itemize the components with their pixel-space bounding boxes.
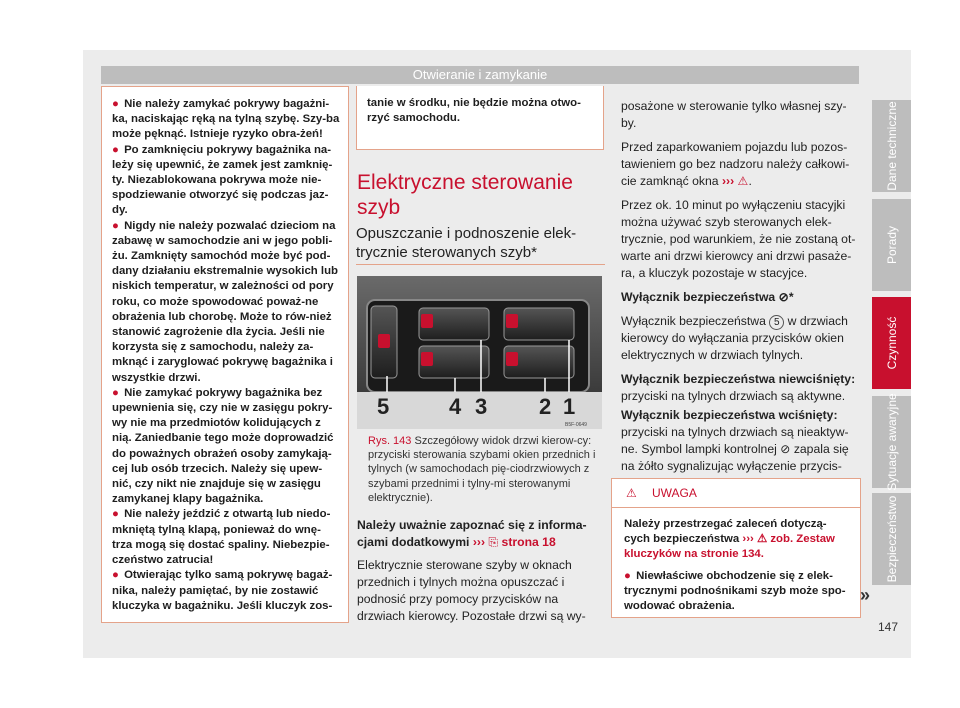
note-paragraph: Należy uważnie zapoznać się z informa-cjami dodatkowymi ››› ⎘ strona 18 [357, 518, 587, 549]
figure-ref: Rys. 143 [368, 435, 412, 447]
caution-paragraph: Należy przestrzegać zaleceń dotyczą-cych bezpieczeństwa ››› ⚠ zob. Zestaw kluczyków na stronie 134. [624, 518, 835, 561]
col3-body [621, 98, 861, 499]
body-paragraph: Wyłącznik bezpieczeństwa niewciśnięty: przyciski na tylnych drzwiach są aktywne. [621, 372, 856, 403]
warning-box-col1 [101, 86, 349, 623]
callout-number: 5 [769, 315, 784, 330]
warning-continued-text: tanie w środku, nie będzie można otwo-rzyć samochodu. [367, 97, 581, 125]
caution-title: UWAGA [652, 486, 697, 500]
subsection-divider [356, 264, 605, 265]
body-paragraph: Przez ok. 10 minut po wyłączeniu stacyjki można używać szyb sterowanych elek-trycznie, pod warunkiem, że nie zostaną ot-warte ani drzwi kierowcy ani drzwi pasaże-ra, a kluczyk pozostaje w stacyjce. [621, 198, 856, 280]
figure-caption [368, 434, 604, 505]
window-switch-panel-illustration [357, 276, 602, 429]
tab-dane-techniczne[interactable]: Dane techniczne [872, 100, 911, 192]
warning-box-continued [356, 86, 604, 150]
body-paragraph: Wyłącznik bezpieczeństwa wciśnięty: przyciski na tylnych drzwiach są nieaktyw-ne. Symbol lampki kontrolnej ⊘ zapala się na żółto sygnalizując wyłączenie przycis- [621, 408, 849, 473]
reference-link[interactable]: zob. Zestaw kluczyków na stronie 134. [624, 533, 835, 561]
figure-window-switches [357, 276, 602, 429]
warning-paragraph: ● Po zamknięciu pokrywy bagażnika na-leży się upewnić, że zamek jest zamknię-ty. Niezablokowana pokrywa może nie-spodziewanie otworzyć się podczas jaz-dy. [112, 143, 333, 217]
child-lock-icon: ⊘ [778, 290, 789, 304]
caption-text: Szczegółowy widok drzwi kierow-cy: przyciski sterowania szybami okien przednich i tylnych (w samochodach pię-ciodrzwiowych z szybami przednimi i tylny-mi sterowanymi elektrycznie). [368, 435, 596, 504]
body-paragraph: posażone w sterowanie tylko własnej szy-by. [621, 99, 847, 130]
warning-paragraph: ● Otwierając tylko samą pokrywę bagaż-nika, należy pamiętać, by nie zostawić kluczyka w bagażniku. Jeśli kluczyk zos- [112, 569, 333, 612]
continue-marker: » [860, 585, 871, 605]
page-header: Otwieranie i zamykanie [101, 66, 859, 84]
body-paragraph: Przed zaparkowaniem pojazdu lub pozos-tawieniem go bez nadzoru należy całkowi-cie zamknąć okna ››› ⚠. [621, 140, 850, 188]
caution-paragraph: ● Niewłaściwe obchodzenie się z elek-trycznymi podnośnikami szyb może spo-wodować obrażenia. [624, 569, 846, 613]
figure-label-3: 3 [475, 394, 488, 419]
warning-triangle-icon: ⚠ [626, 486, 637, 500]
indicator-lamp-icon: ⊘ [780, 442, 791, 456]
col2-body [357, 517, 605, 631]
warning-paragraph: ● Nigdy nie należy pozwalać dzieciom na zabawę w samochodzie ani w jego pobli-żu. Zamknięty samochód może być pod-dany działaniu ekstremalnie wysokich lub niskich temperatur, w zależności od pory roku, co może spowodować poważ-ne obrażenia lub chorobę. Może to rów-nież stanowić zagrożenie dla życia. Jeśli nie korzysta się z samochodu, należy za-mknąć i zaryglować pokrywę bagażnika i wszystkie drzwi. [112, 219, 338, 384]
caution-header [612, 479, 860, 508]
caution-box [611, 478, 861, 618]
section-title: Elektryczne sterowanie szyb [357, 171, 573, 219]
subsection-title: Opuszczanie i podnoszenie elek-trycznie sterowanych szyb* [356, 225, 577, 261]
warning-paragraph: ● Nie należy zamykać pokrywy bagażni-ka, naciskając ręką na tylną szybę. Szy-ba może pęknąć. Istnieje ryzyko obra-żeń! [112, 98, 340, 141]
tab-czynnosc[interactable]: Czynność [872, 297, 911, 389]
figure-label-2: 2 [539, 394, 552, 419]
page-link-icon: ⎘ [488, 535, 499, 549]
body-paragraph: Wyłącznik bezpieczeństwa 5 w drzwiach kierowcy do wyłączania przycisków okien elektrycznych w drzwiach tylnych. [621, 314, 848, 362]
figure-label-5: 5 [377, 394, 390, 419]
warning-paragraph: ● Nie zamykać pokrywy bagażnika bez upewnienia się, czy nie w zasięgu pokry-wy nie ma przedmiotów kolidujących z nią. Zaniedbanie tego może doprowadzić do poważnych obrażeń osoby zamykają-cej lub osób trzecich. Należy się upew-nić, czy nikt nie znajduje się w zasięgu zamykanej klapy bagażnika. [112, 386, 334, 506]
tab-sytuacje-awaryjne[interactable]: Sytuacje awaryjne [872, 396, 911, 488]
figure-label-4: 4 [449, 394, 462, 419]
page-link[interactable]: strona 18 [501, 535, 556, 549]
page-number: 147 [878, 620, 899, 634]
subheading: Wyłącznik bezpieczeństwa ⊘* [621, 290, 794, 304]
body-paragraph: Elektrycznie sterowane szyby w oknach przednich i tylnych można opuszczać i podnosić przy pomocy przycisków na drzwiach kierowcy. Pozostałe drzwi są wy- [357, 558, 586, 623]
figure-code: B5F-0649 [565, 422, 587, 428]
tab-porady[interactable]: Porady [872, 199, 911, 291]
warning-triangle-icon: ⚠ [737, 174, 749, 188]
tab-bezpieczenstwo[interactable]: Bezpieczeństwo [872, 493, 911, 585]
warning-triangle-icon: ⚠ [756, 533, 768, 546]
warning-paragraph: ● Nie należy jeździć z otwartą lub niedo-mkniętą tylną klapą, ponieważ do wnę-trza mogą się dostać spaliny. Niebezpie-czeństwo zatrucia! [112, 508, 331, 567]
figure-label-1: 1 [563, 394, 576, 419]
